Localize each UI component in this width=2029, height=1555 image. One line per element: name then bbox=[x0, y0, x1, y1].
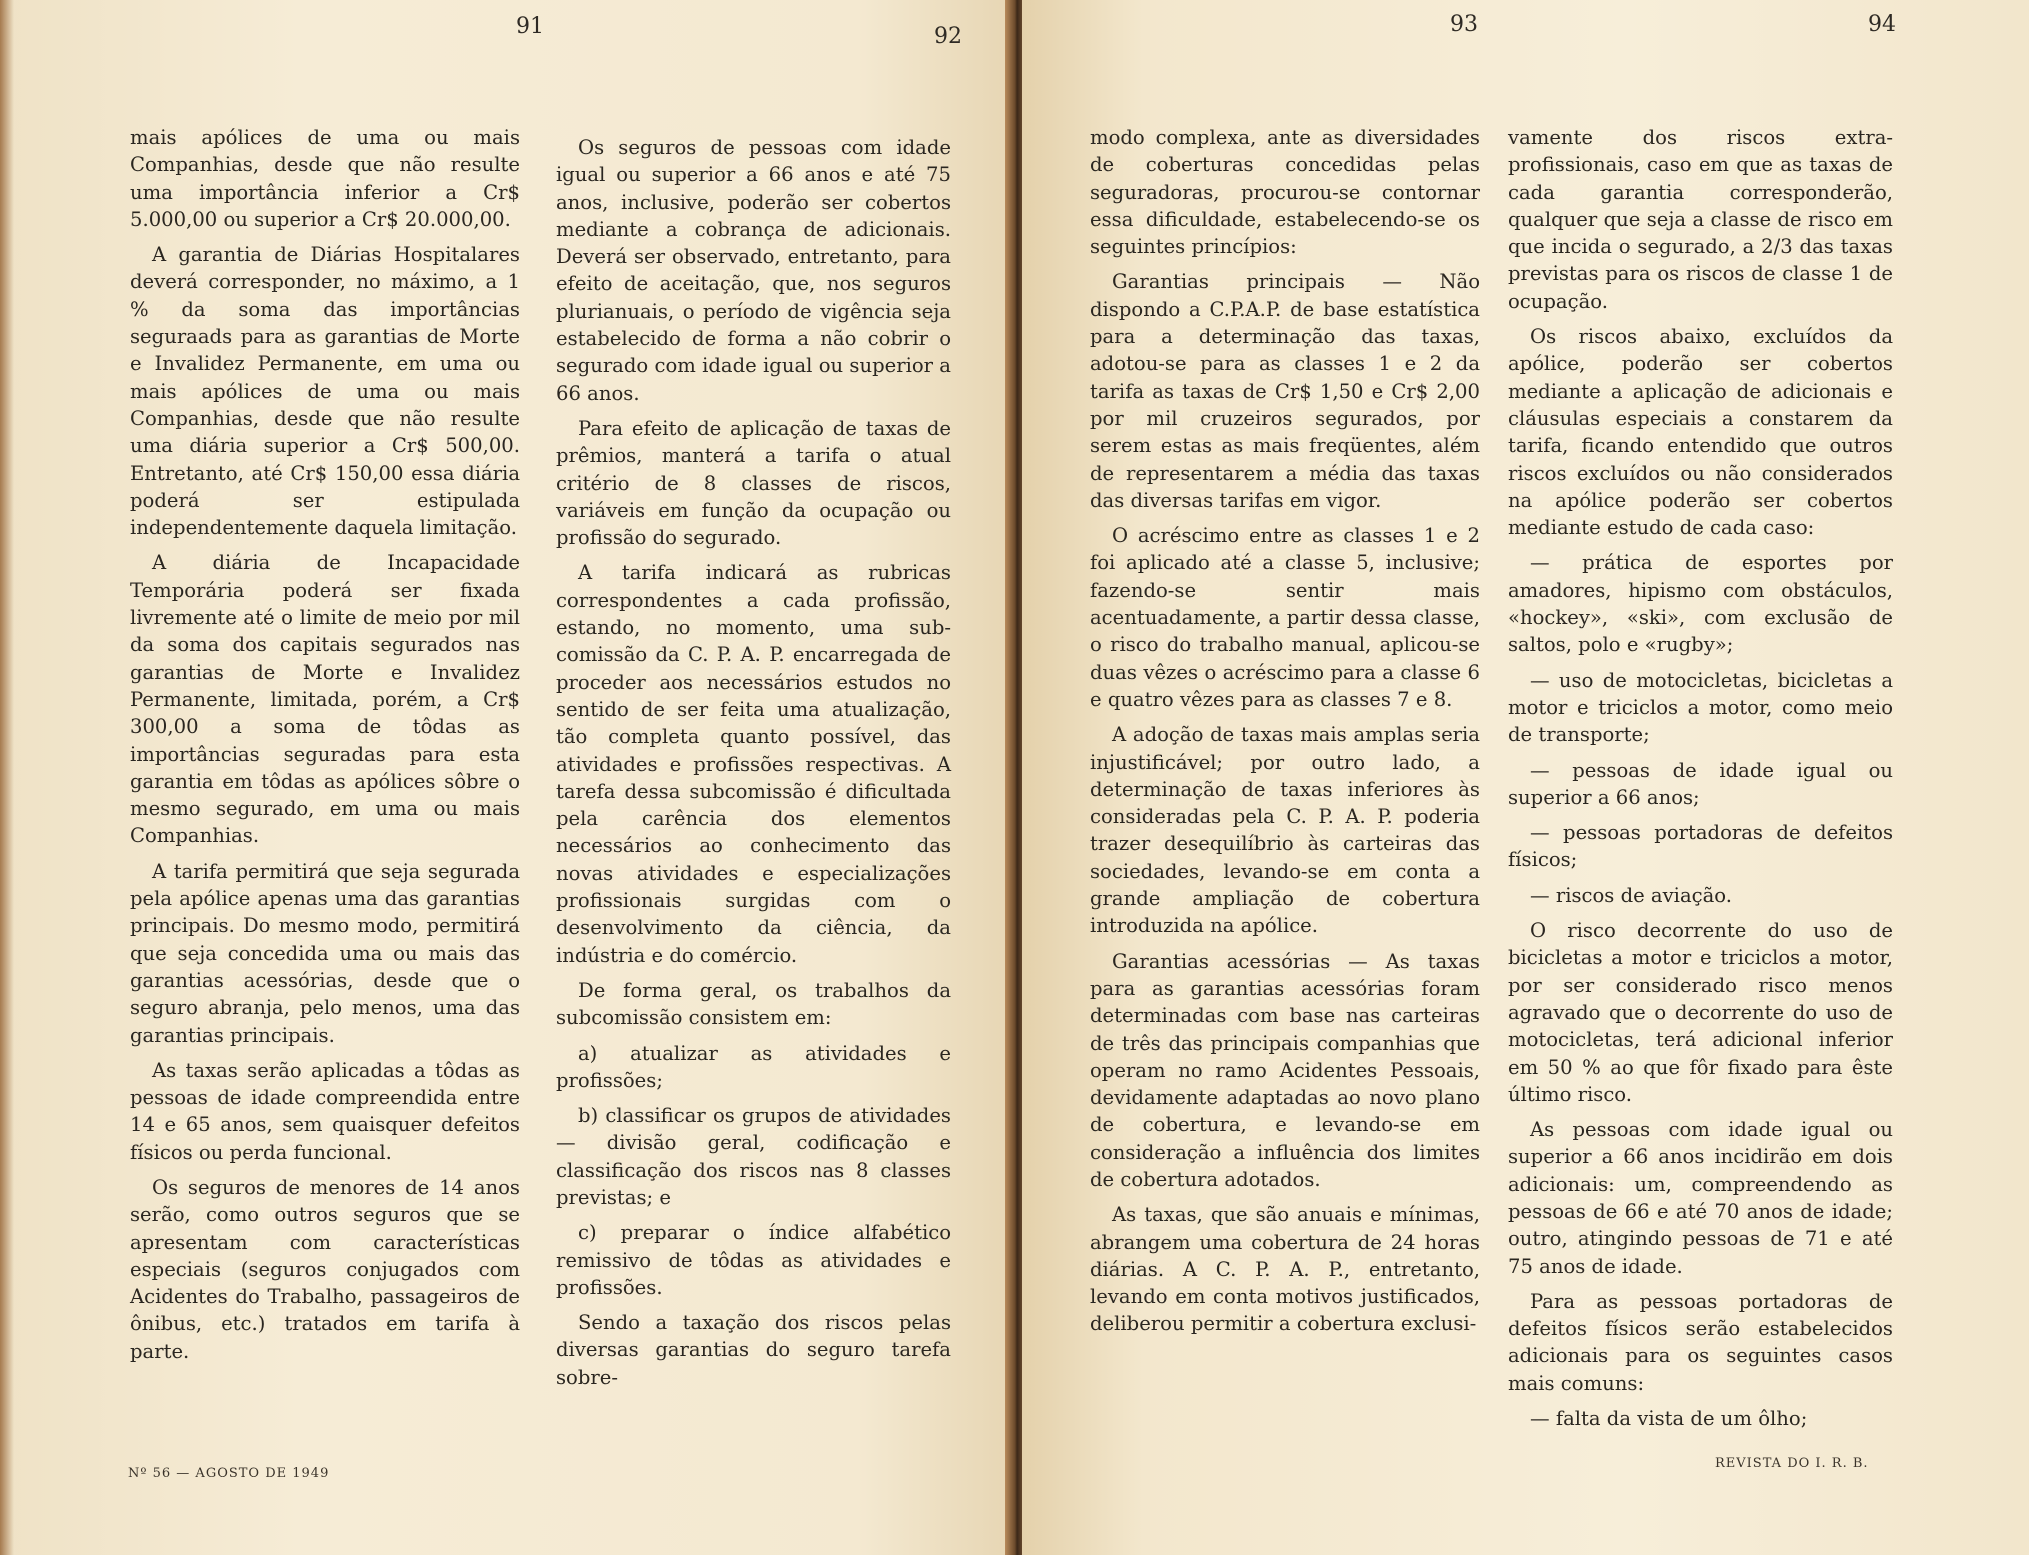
list-item: — pessoas portadoras de defeitos físicos; bbox=[1508, 821, 1893, 872]
paragraph: A diária de Incapacidade Temporária poderá ser fixada livremente até o limite de meio por mil da soma dos capitais segurados nas garantias de Morte e Invalidez Permanente, limitada, porém, a Cr$ 300,00 a soma de tôdas as importâncias seguradas para esta garantia em tôdas as apólices sôbre o mesmo segurado, em uma ou mais Companhias. bbox=[130, 551, 520, 848]
list-item: c) preparar o índice alfabético remissivo de tôdas as atividades e profissões. bbox=[556, 1221, 951, 1299]
page-number-93: 93 bbox=[1450, 12, 1478, 37]
paragraph: mais apólices de uma ou mais Companhias, desde que não resulte uma importância inferior a Cr$ 5.000,00 ou superior a Cr$ 20.000,00. bbox=[130, 126, 520, 231]
paragraph: As taxas, que são anuais e mínimas, abrangem uma cobertura de 24 horas diárias. A C. P. A. P., entretanto, levando em conta motivos justificados, deliberou permitir a cobertura exclusi- bbox=[1090, 1203, 1480, 1336]
column-page-94 bbox=[1508, 124, 1893, 1440]
paragraph: Os riscos abaixo, excluídos da apólice, poderão ser cobertos mediante a aplicação de adicionais e cláusulas especiais a constarem da tarifa, ficando entendido que outros riscos excluídos ou não considerados na apólice poderão ser cobertos mediante estudo de cada caso: bbox=[1508, 325, 1893, 540]
footer-issue: Nº 56 — AGOSTO DE 1949 bbox=[128, 1466, 330, 1481]
paragraph: vamente dos riscos extra-profissionais, caso em que as taxas de cada garantia corresponderão, qualquer que seja a classe de risco em que incida o segurado, a 2/3 das taxas previstas para os riscos de classe 1 de ocupação. bbox=[1508, 126, 1893, 313]
page-edge-stain bbox=[0, 0, 14, 1555]
paragraph: Os seguros de menores de 14 anos serão, como outros seguros que se apresentam com características especiais (seguros conjugados com Acidentes do Trabalho, passageiros de ônibus, etc.) tratados em tarifa à parte. bbox=[130, 1175, 520, 1363]
page-number-92: 92 bbox=[934, 24, 962, 49]
list-item: — falta da vista de um ôlho; bbox=[1530, 1407, 1808, 1431]
paragraph: A tarifa permitirá que seja segurada pela apólice apenas uma das garantias principais. Do mesmo modo, permitirá que seja concedida uma ou mais das garantias acessórias, desde que o seguro abranja, pelo menos, uma das garantias principais. bbox=[130, 859, 520, 1047]
footer-publication: REVISTA DO I. R. B. bbox=[1715, 1456, 1869, 1471]
paragraph: A garantia de Diárias Hospitalares deverá corresponder, no máximo, a 1 % da soma das importâncias seguraads para as garantias de Morte e Invalidez Permanente, em uma ou mais apólices de uma ou mais Companhias, desde que não resulte uma diária superior a Cr$ 500,00. Entretanto, até Cr$ 150,00 essa diária poderá ser estipulada independentemente daquela limitação. bbox=[130, 243, 520, 540]
paragraph: Os seguros de pessoas com idade igual ou superior a 66 anos e até 75 anos, inclusive, poderão ser cobertos mediante a cobrança de adicionais. Deverá ser observado, entretanto, para efeito de aceitação, que, nos seguros plurianuais, o período de vigência seja estabelecido de forma a não cobrir o segurado com idade igual ou superior a 66 anos. bbox=[556, 136, 951, 405]
list-item: a) atualizar as atividades e profissões; bbox=[556, 1041, 951, 1092]
paragraph: De forma geral, os trabalhos da subcomissão consistem em: bbox=[556, 978, 951, 1030]
paragraph: A tarifa indicará as rubricas correspondentes a cada profissão, estando, no momento, uma sub-comissão da C. P. A. P. encarregada de proceder aos necessários estudos no sentido de ser feita uma atualização, tão completa quanto possível, das atividades e profissões respectivas. A tarefa dessa subcomissão é dificultada pela carência dos elementos necessários ao conhecimento das novas atividades e especializações profissionais surgidas com o desenvolvimento da ciência, da indústria e do comércio. bbox=[556, 561, 951, 967]
list-item: — pessoas de idade igual ou superior a 66 anos; bbox=[1508, 758, 1893, 809]
page-number-91: 91 bbox=[516, 14, 544, 39]
paragraph: Para efeito de aplicação de taxas de prêmios, manterá a tarifa o atual critério de 8 classes de riscos, variáveis em função da ocupação ou profissão do segurado. bbox=[556, 416, 951, 550]
column-page-93 bbox=[1090, 124, 1480, 1346]
paragraph: O risco decorrente do uso de bicicletas a motor e triciclos a motor, por ser considerado risco menos agravado que o decorrente do uso de motocicletas, terá adicional inferior em 50 % ao que fôr fixado para êste último risco. bbox=[1508, 919, 1893, 1106]
list-item: — riscos de aviação. bbox=[1530, 883, 1732, 907]
paragraph: Garantias principais — Não dispondo a C.P.A.P. de base estatística para a determinação das taxas, adotou-se para as classes 1 e 2 da tarifa as taxas de Cr$ 1,50 e Cr$ 2,00 por mil cruzeiros segurados, por serem estas as mais freqüentes, além de representarem a média das taxas das diversas tarifas em vigor. bbox=[1090, 270, 1480, 512]
right-page bbox=[1022, 0, 2029, 1555]
list-item: — prática de esportes por amadores, hipismo com obstáculos, «hockey», «ski», com exclusão de saltos, polo e «rugby»; bbox=[1508, 551, 1893, 657]
paragraph: modo complexa, ante as diversidades de coberturas concedidas pelas seguradoras, procurou-se contornar essa dificuldade, estabelecendo-se os seguintes princípios: bbox=[1090, 126, 1480, 259]
paragraph: Garantias acessórias — As taxas para as garantias acessórias foram determinadas com base nas carteiras de três das principais companhias que operam no ramo Acidentes Pessoais, devidamente adaptadas ao novo plano de cobertura, e levando-se em consideração a influência dos limites de cobertura adotados. bbox=[1090, 949, 1480, 1191]
paragraph: As pessoas com idade igual ou superior a 66 anos incidirão em dois adicionais: um, compreendendo as pessoas de 66 e até 70 anos de idade; outro, atingindo pessoas de 71 e até 75 anos de idade. bbox=[1508, 1118, 1893, 1278]
page-number-94: 94 bbox=[1868, 12, 1896, 37]
paragraph: O acréscimo entre as classes 1 e 2 foi aplicado até a classe 5, inclusive; fazendo-se sentir mais acentuadamente, a partir dessa classe, o risco do trabalho manual, aplicou-se duas vêzes o acréscimo para a classe 6 e quatro vêzes para as classes 7 e 8. bbox=[1090, 524, 1480, 711]
list-item: — uso de motocicletas, bicicletas a motor e triciclos a motor, como meio de transporte; bbox=[1508, 668, 1893, 747]
column-page-91 bbox=[130, 124, 520, 1373]
column-page-92 bbox=[556, 134, 951, 1399]
list-item: b) classificar os grupos de atividades — divisão geral, codificação e classificação dos riscos nas 8 classes previstas; e bbox=[556, 1104, 951, 1209]
paragraph: Para as pessoas portadoras de defeitos físicos serão estabelecidos adicionais para os seguintes casos mais comuns: bbox=[1508, 1289, 1893, 1395]
paragraph: Sendo a taxação dos riscos pelas diversas garantias do seguro tarefa sobre- bbox=[556, 1311, 951, 1389]
paragraph: As taxas serão aplicadas a tôdas as pessoas de idade compreendida entre 14 e 65 anos, sem quaisquer defeitos físicos ou perda funcional. bbox=[130, 1058, 520, 1164]
paragraph: A adoção de taxas mais amplas seria injustificável; por outro lado, a determinação de taxas inferiores às consideradas pela C. P. A. P. poderia trazer desequilíbrio às carteiras das sociedades, levando-se em conta a grande ampliação de cobertura introduzida na apólice. bbox=[1090, 723, 1480, 938]
left-page bbox=[0, 0, 1010, 1555]
